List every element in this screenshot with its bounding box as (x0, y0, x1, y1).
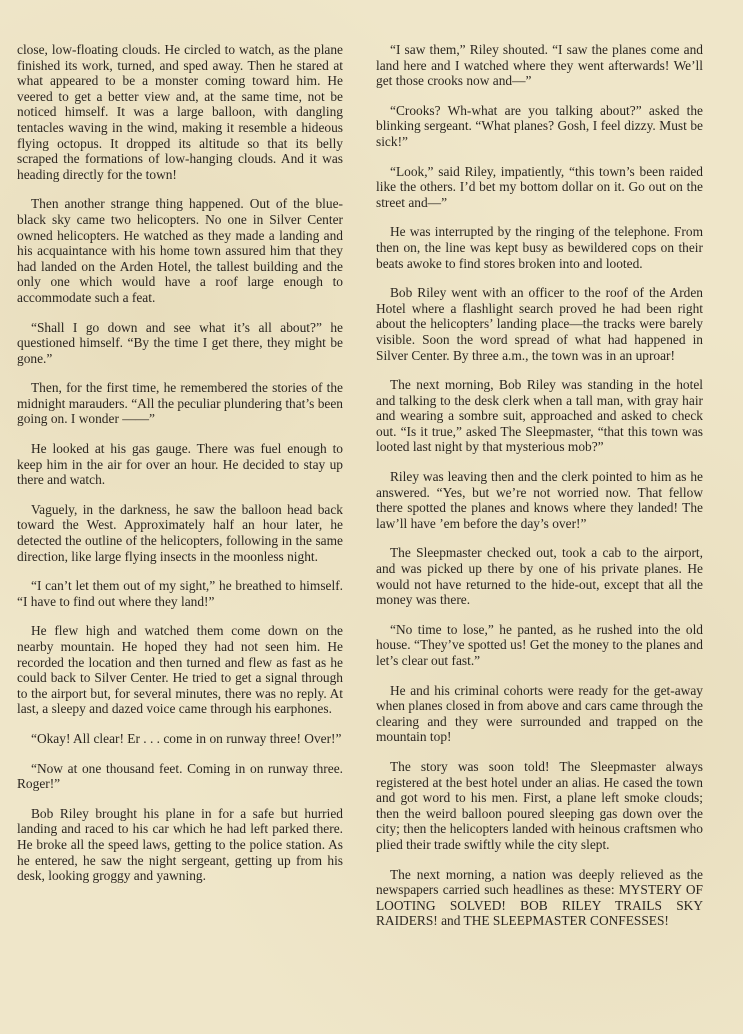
paragraph: “Shall I go down and see what it’s all about?” he questioned himself. “By the time I get there, they might be gone.” (17, 319, 343, 366)
paragraph: “Look,” said Riley, impatiently, “this town’s been raided like the others. I’d bet my bottom dollar on it. Go out on the street and—” (376, 163, 703, 210)
paragraph: The Sleepmaster checked out, took a cab to the airport, and was picked up there by one of his private planes. He would not have returned to the hide-out, except that all the money was there. (376, 545, 703, 608)
paragraph: The story was soon told! The Sleepmaster always registered at the best hotel under an alias. He cased the town and got word to his men. First, a plane left smoke clouds; then the weird balloon poured sleeping gas down over the city; then the helicopters landed with heinous craftsmen who plied their trade swiftly while the city slept. (376, 758, 703, 852)
paragraph: He and his criminal cohorts were ready for the get-away when planes closed in from above and cars came through the clearing and they were surrounded and trapped on the mountain top! (376, 682, 703, 745)
paragraph: “No time to lose,” he panted, as he rushed into the old house. “They’ve spotted us! Get the money to the planes and let’s clear out fast.” (376, 621, 703, 668)
right-column (376, 42, 703, 929)
paragraph: The next morning, Bob Riley was standing in the hotel and talking to the desk clerk when a tall man, with gray hair and wearing a sombre suit, approached and asked to check out. “Is it true,” asked The Sleepmaster, “that this town was looted last night by that mysterious mob?” (376, 377, 703, 455)
paragraph: He looked at his gas gauge. There was fuel enough to keep him in the air for over an hour. He decided to stay up there and watch. (17, 441, 343, 488)
left-column (17, 42, 343, 898)
paragraph: Riley was leaving then and the clerk pointed to him as he answered. “Yes, but we’re not worried now. That fellow there spotted the planes and knows where they landed! The law’ll have ’em before the day’s over!” (376, 469, 703, 531)
closing-paragraph: The next morning, a nation was deeply relieved as the newspapers carried such headlines as these: MYSTERY OF LOOTING SOLVED! BOB RILEY TRAILS SKY RAIDERS! and THE SLEEPMASTER CONFESSES! (376, 866, 703, 929)
paragraph: Bob Riley went with an officer to the roof of the Arden Hotel where a flashlight search proved he had been right about the helicopters’ landing place—the tracks were barely visible. Soon the word spread of what had happened in Silver Center. By three a.m., the town was in an uproar! (376, 285, 703, 363)
paragraph: He flew high and watched them come down on the nearby mountain. He hoped they had not seen him. He recorded the location and then turned and flew as fast as he could back to Silver Center. He tried to get a signal through to the airport but, for several minutes, there was no reply. At last, a sleepy and dazed voice came through his earphones. (17, 623, 343, 717)
paragraph: Then another strange thing happened. Out of the blue-black sky came two helicopters. No one in Silver Center owned helicopters. He watched as they made a landing and his acquaintance with his home town assured him that they had landed on the Arden Hotel, the tallest building and the only one which would have a roof large enough to accommodate such a feat. (17, 196, 343, 305)
paragraph: close, low-floating clouds. He circled to watch, as the plane finished its work, turned, and sped away. Then he stared at what appeared to be a monster coming toward him. He veered to get a better view and, at the same time, not be noticed himself. It was a large balloon, with dangling tentacles waving in the wind, making it resemble a hideous flying octopus. It dropped its altitude so that its belly scraped the formations of low-hanging clouds. And it was heading directly for the town! (17, 42, 343, 182)
paragraph: Then, for the first time, he remembered the stories of the midnight marauders. “All the peculiar plundering that’s been going on. I wonder ——” (17, 380, 343, 427)
paragraph: Vaguely, in the darkness, he saw the balloon head back toward the West. Approximately half an hour later, he detected the outline of the helicopters, following in the same direction, like large flying insects in the moonless night. (17, 501, 343, 564)
paragraph: “I saw them,” Riley shouted. “I saw the planes come and land here and I watched where they went afterwards! We’ll get those crooks now and—” (376, 42, 703, 89)
paragraph: He was interrupted by the ringing of the telephone. From then on, the line was kept busy as bewildered cops on their beats awoke to find stores broken into and looted. (376, 224, 703, 271)
paragraph: “Now at one thousand feet. Coming in on runway three. Roger!” (17, 760, 343, 792)
paragraph: “Okay! All clear! Er . . . come in on runway three! Over!” (31, 730, 342, 746)
paragraph: “Crooks? Wh-what are you talking about?” asked the blinking sergeant. “What planes? Gosh, I feel dizzy. Must be sick!” (376, 102, 703, 149)
paragraph: Bob Riley brought his plane in for a safe but hurried landing and raced to his car which he had left parked there. He broke all the speed laws, getting to the police station. As he entered, he saw the night sergeant, getting up from his desk, looking groggy and yawning. (17, 805, 343, 884)
paragraph: “I can’t let them out of my sight,” he breathed to himself. “I have to find out where they land!” (17, 578, 343, 609)
